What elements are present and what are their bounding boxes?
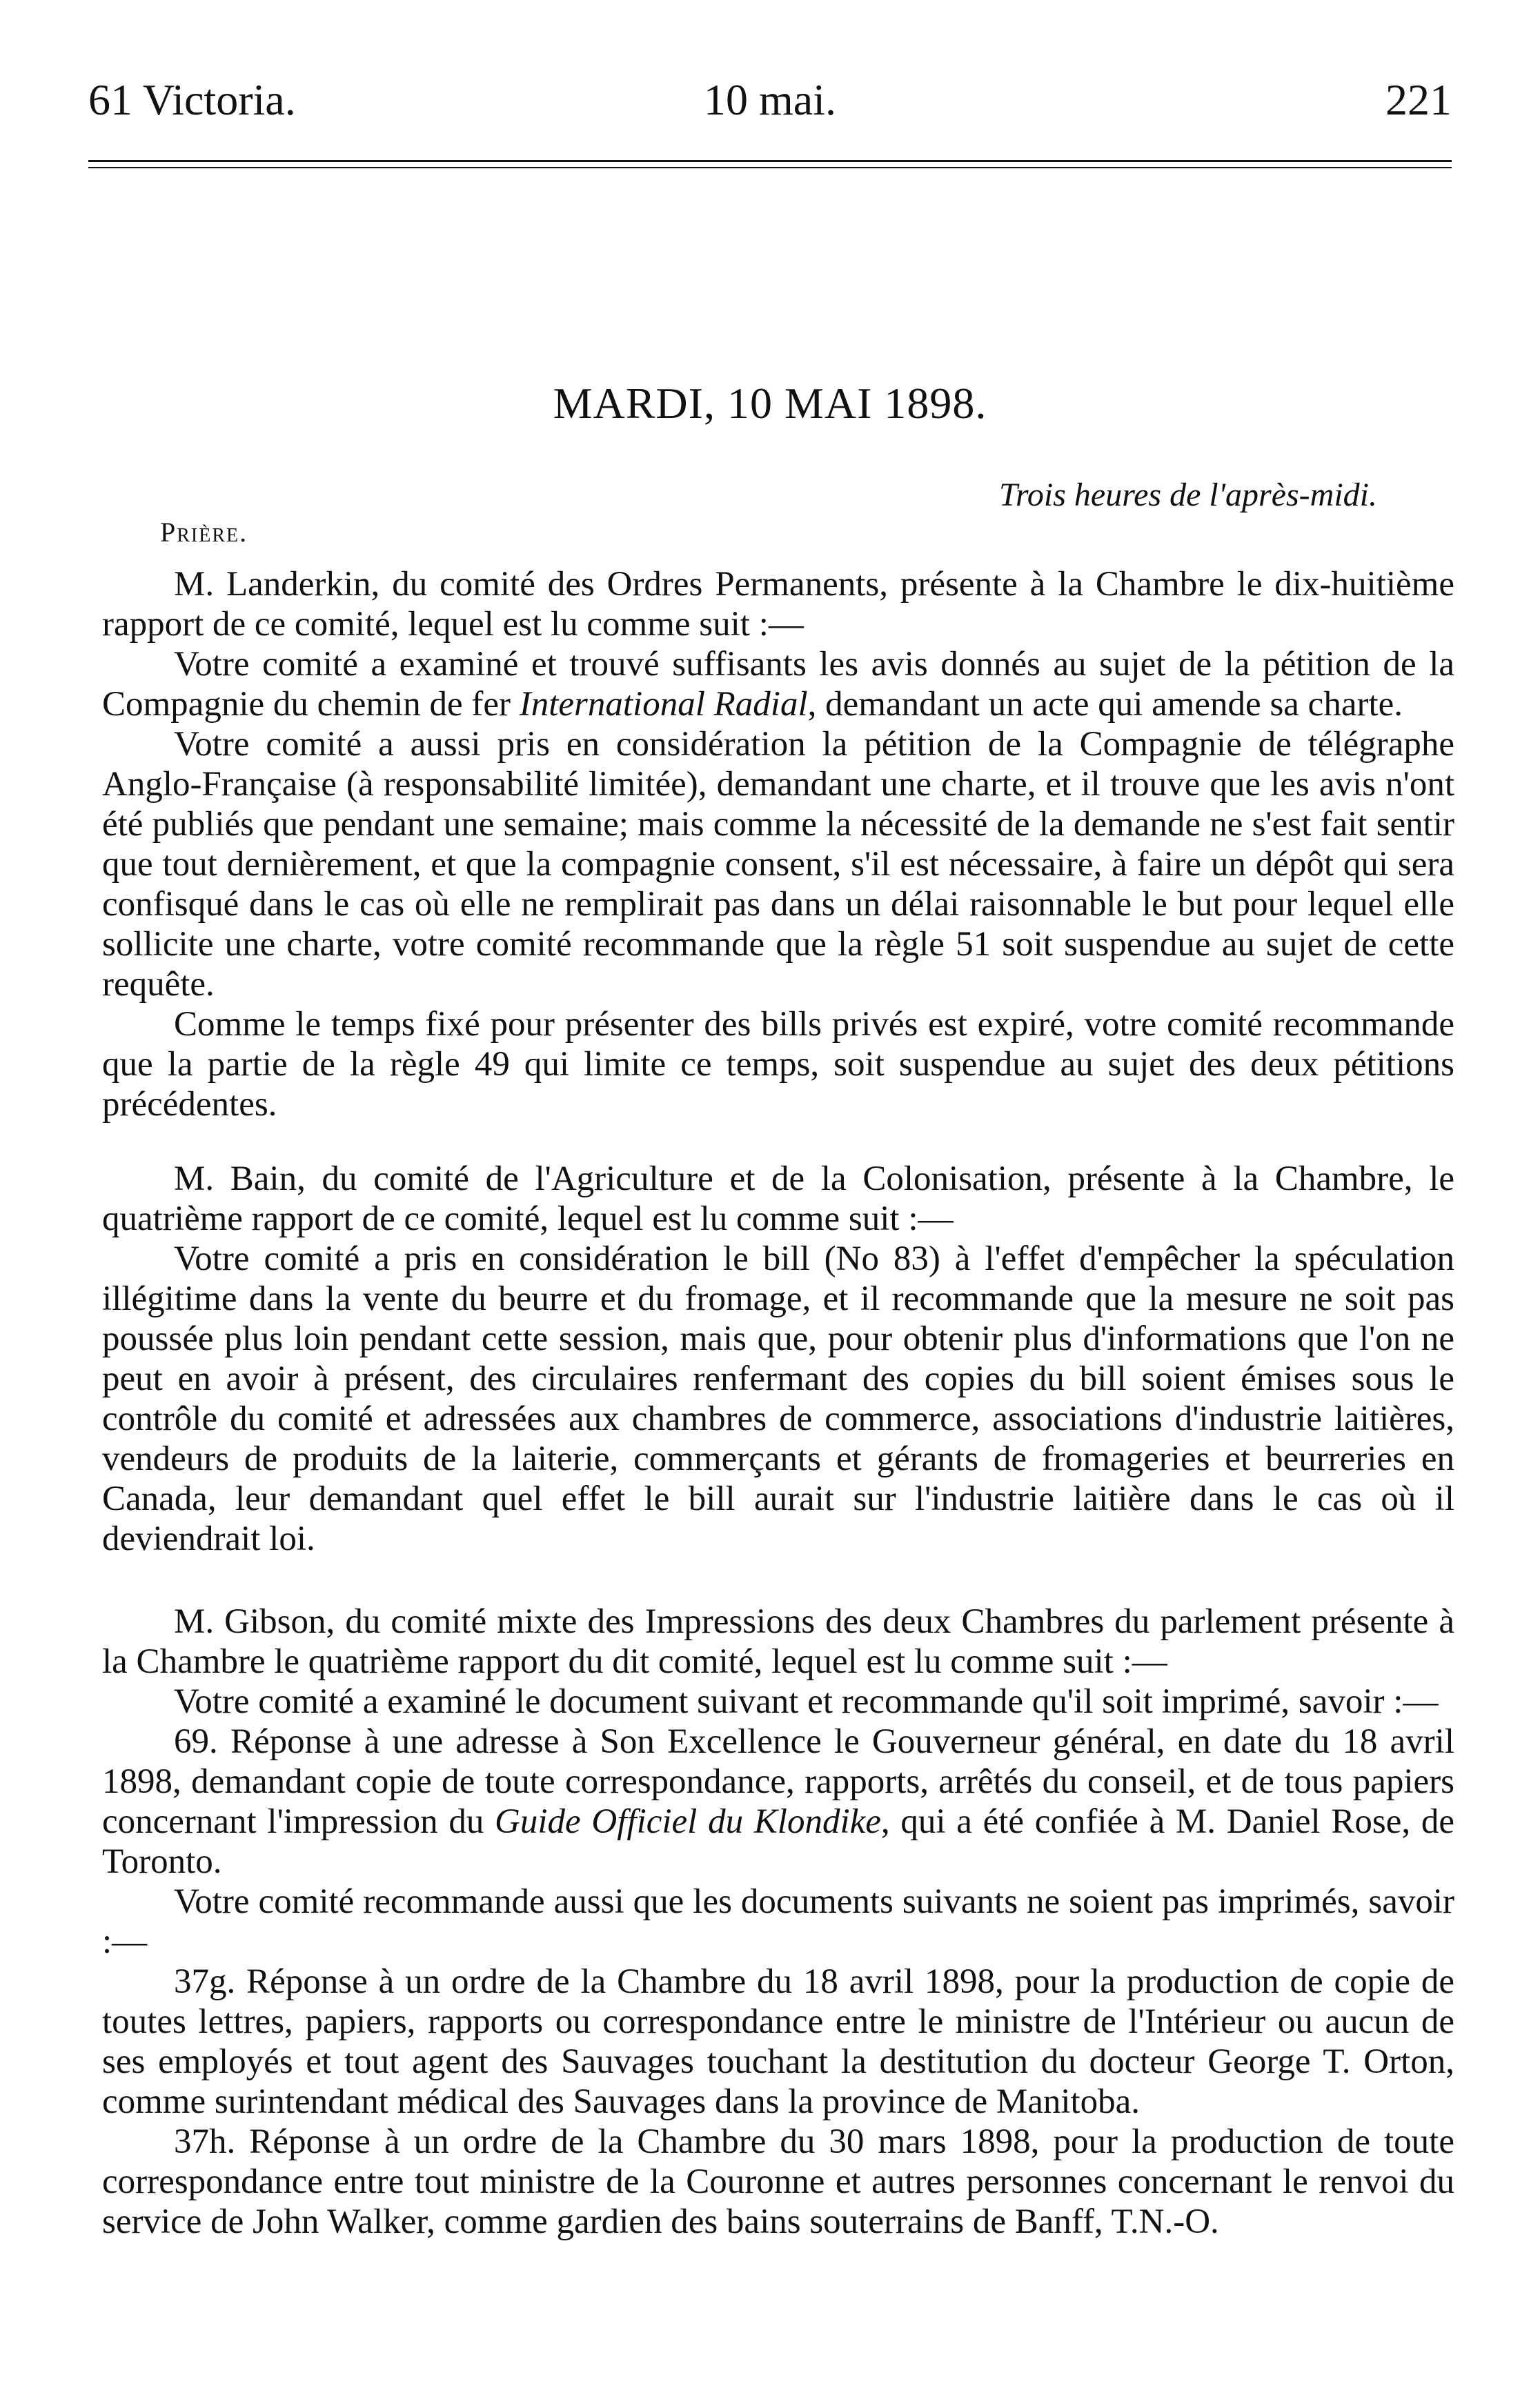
sitting-time: Trois heures de l'après-midi. bbox=[998, 477, 1377, 513]
sitting-date-title: MARDI, 10 MAI 1898. bbox=[553, 379, 987, 428]
paragraph-text: Votre comité a examiné le document suivant et recommande qu'il soit imprimé, savoir :— bbox=[174, 1682, 1439, 1721]
paragraph-text: , demandant un acte qui amende sa charte. bbox=[807, 685, 1403, 724]
paragraph-text: M. Landerkin, du comité des Ordres Permanents, présente à la Chambre le dix-huitième rapport de ce comité, lequel est lu comme suit :— bbox=[102, 565, 1454, 644]
header-rule-top bbox=[88, 160, 1452, 162]
paragraph-text: Votre comité recommande aussi que les documents suivants ne soient pas imprimés, savoir :— bbox=[102, 1882, 1454, 1961]
paragraph-text: Votre comité a aussi pris en considération la pétition de la Compagnie de télégraphe Anglo-Française (à responsabilité limitée), demandant une charte, et il trouve que les avis n'ont été publiés que pendant une semaine; mais comme la nécessité de la demande ne s'est fait sentir que tout dernièrement, et que la compagnie consent, s'il est nécessaire, à faire un dépôt qui sera confisqué dans le cas où elle ne remplirait pas dans un délai raisonnable le but pour lequel elle sollicite une charte, votre comité recommande que la règle 51 soit suspendue au sujet de cette requête. bbox=[102, 725, 1454, 1004]
page-number: 221 bbox=[1385, 75, 1452, 124]
header-date: 10 mai. bbox=[704, 75, 836, 124]
paragraph-item-37g bbox=[102, 1962, 1454, 2122]
paragraph-item-69 bbox=[102, 1722, 1454, 1882]
journal-body bbox=[102, 564, 1454, 2242]
company-name: International Radial bbox=[519, 685, 808, 724]
paragraph-gibson-report bbox=[102, 1602, 1454, 1682]
paragraph-telegraph-petition bbox=[102, 724, 1454, 1004]
paragraph-text: 69. Réponse à une adresse à Son Excellence le Gouverneur général, en date du 18 avril 1898, demandant copie de toute correspondance, rapports, arrêtés du conseil, et de tous papiers concernant l'impression du bbox=[102, 1722, 1454, 1841]
paragraph-item-37h bbox=[102, 2122, 1454, 2242]
paragraph-print-recommendation bbox=[102, 1682, 1454, 1722]
paragraph-private-bills bbox=[102, 1004, 1454, 1124]
paragraph-text: Votre comité a examiné et trouvé suffisants les avis donnés au sujet de la pétition de la Compagnie du chemin de fer bbox=[102, 645, 1454, 724]
paragraph-text: M. Gibson, du comité mixte des Impressions des deux Chambres du parlement présente à la Chambre le quatrième rapport du dit comité, lequel est lu comme suit :— bbox=[102, 1602, 1454, 1681]
prayer-heading: Prière. bbox=[160, 517, 248, 548]
paragraph-butter-bill bbox=[102, 1239, 1454, 1559]
paragraph-text: Votre comité a pris en considération le bill (No 83) à l'effet d'empêcher la spéculation illégitime dans la vente du beurre et du fromage, et il recommande que la mesure ne soit pas poussée plus loin pendant cette session, mais que, pour obtenir plus d'informations que l'on ne peut en avoir à présent, des circulaires renfermant des copies du bill soient émises sous le contrôle du comité et adressées aux chambres de commerce, associations d'industrie laitières, vendeurs de produits de la laiterie, commerçants et gérants de fromageries et beurreries en Canada, leur demandant quel effet le bill aurait sur l'industrie laitière dans le cas où il deviendrait loi. bbox=[102, 1240, 1454, 1558]
paragraph-text: 37g. Réponse à un ordre de la Chambre du 18 avril 1898, pour la production de copie de toutes lettres, papiers, rapports ou correspondance entre le ministre de l'Intérieur ou aucun de ses employés et tout agent des Sauvages touchant la destitution du docteur George T. Orton, comme surintendant médical des Sauvages dans la province de Manitoba. bbox=[102, 1962, 1454, 2121]
paragraph-text: 37h. Réponse à un ordre de la Chambre du 30 mars 1898, pour la production de toute correspondance entre tout ministre de la Couronne et autres personnes concernant le renvoi du service de John Walker, comme gardien des bains souterrains de Banff, T.N.-O. bbox=[102, 2122, 1454, 2241]
header-session: 61 Victoria. bbox=[88, 75, 296, 124]
paragraph-text: M. Bain, du comité de l'Agriculture et de la Colonisation, présente à la Chambre, le quatrième rapport de ce comité, lequel est lu comme suit :— bbox=[102, 1160, 1454, 1238]
document-title: Guide Officiel du Klondike bbox=[495, 1802, 881, 1841]
paragraph-bain-report bbox=[102, 1159, 1454, 1239]
paragraph-text: , qui a été confiée à M. Daniel Rose, de Toronto. bbox=[102, 1802, 1455, 1881]
header-rule-bottom bbox=[88, 167, 1452, 168]
running-header bbox=[88, 74, 1452, 130]
paragraph-not-printed bbox=[102, 1882, 1454, 1962]
paragraph-landerkin-report bbox=[102, 564, 1454, 644]
paragraph-radial-petition bbox=[102, 644, 1454, 724]
paragraph-text: Comme le temps fixé pour présenter des bills privés est expiré, votre comité recommande que la partie de la règle 49 qui limite ce temps, soit suspendue au sujet des deux pétitions précédentes. bbox=[102, 1005, 1454, 1124]
